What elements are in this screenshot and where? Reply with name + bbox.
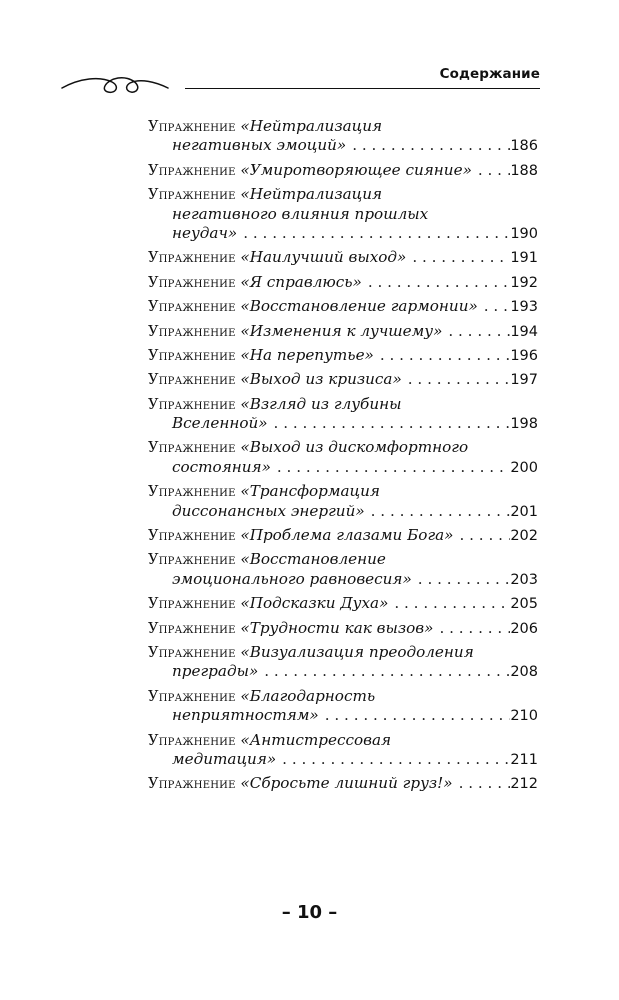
flourish-ornament-icon — [60, 72, 170, 96]
exercise-title: «На перепутье» — [240, 345, 374, 364]
toc-entry-text — [148, 731, 391, 749]
toc-entry[interactable] — [148, 297, 538, 316]
dot-leader — [268, 414, 511, 433]
toc-entry-text — [148, 619, 433, 638]
dot-leader — [319, 706, 511, 725]
toc-entry-text: негативного влияния прошлых — [172, 204, 429, 223]
dot-leader — [258, 662, 510, 681]
toc-entry-text: диссонансных энергий» — [172, 501, 365, 520]
toc-entry-text: Вселенной» — [172, 414, 268, 433]
toc-entry[interactable] — [148, 594, 538, 613]
toc-entry[interactable] — [148, 438, 538, 477]
toc-entry-line — [148, 619, 538, 638]
toc-entry-text — [148, 248, 406, 267]
exercise-keyword: Упражнение — [148, 298, 241, 316]
header-title: Содержание — [439, 66, 540, 82]
exercise-keyword: Упражнение — [148, 595, 241, 613]
exercise-keyword: Упражнение — [148, 619, 241, 637]
toc-entry-text — [148, 438, 468, 456]
toc-page-number: 197 — [510, 372, 538, 389]
toc-entry[interactable] — [148, 117, 538, 156]
toc-entry-text — [148, 117, 382, 135]
toc-entry[interactable] — [148, 161, 538, 180]
toc-entry[interactable] — [148, 248, 538, 267]
toc-entry[interactable] — [148, 550, 538, 589]
toc-entry-text: эмоционального равновесия» — [172, 569, 412, 588]
exercise-keyword: Упражнение — [148, 273, 241, 291]
dot-leader — [472, 161, 510, 180]
toc-entry[interactable] — [148, 643, 538, 682]
toc-entry-line — [148, 297, 538, 316]
exercise-title: «Подсказки Духа» — [240, 594, 389, 613]
toc-entry-line — [148, 662, 538, 681]
exercise-keyword: Упражнение — [148, 395, 241, 413]
toc-entry[interactable] — [148, 322, 538, 341]
toc-entry-line — [148, 370, 538, 389]
dot-leader — [478, 297, 511, 316]
toc-entry-text: медитация» — [172, 749, 277, 768]
exercise-keyword: Упражнение — [148, 775, 241, 793]
exercise-title: «Благодарность — [240, 686, 376, 705]
toc-entry[interactable] — [148, 526, 538, 545]
exercise-keyword: Упражнение — [148, 551, 241, 569]
toc-entry-text — [148, 643, 474, 661]
exercise-title: «Визуализация преодоления — [240, 642, 474, 661]
exercise-title: «Антистрессовая — [240, 730, 392, 749]
toc-entry-line — [148, 594, 538, 613]
exercise-title: «Выход из дискомфортного — [240, 438, 469, 457]
toc-entry[interactable] — [148, 619, 538, 638]
toc-page-number: 206 — [510, 620, 538, 637]
dot-leader — [365, 502, 511, 521]
toc-entry-text: неудач» — [172, 223, 238, 242]
toc-entry-line — [148, 395, 538, 414]
toc-page-number: 188 — [510, 162, 538, 179]
toc-entry-line — [148, 643, 538, 662]
exercise-title: «Я справлюсь» — [240, 272, 362, 291]
toc-page-number: 194 — [510, 323, 538, 340]
toc-page-number: 192 — [510, 274, 538, 291]
toc-entry-text — [148, 370, 402, 389]
toc-entry-line — [148, 185, 538, 204]
exercise-title: «Нейтрализация — [240, 185, 383, 204]
toc-entry[interactable] — [148, 273, 538, 292]
toc-entry-line — [148, 731, 538, 750]
table-of-contents — [148, 117, 538, 799]
exercise-keyword: Упражнение — [148, 249, 241, 267]
toc-entry-line — [148, 550, 538, 569]
toc-page-number: 190 — [510, 225, 538, 242]
toc-entry-line — [148, 570, 538, 589]
exercise-title: «Трансформация — [240, 482, 380, 501]
toc-page-number: 198 — [510, 416, 538, 433]
exercise-title: «Выход из кризиса» — [240, 370, 402, 389]
toc-entry[interactable] — [148, 395, 538, 434]
toc-entry-text — [148, 322, 442, 341]
dot-leader — [374, 346, 510, 365]
toc-page-number: 212 — [510, 776, 538, 793]
toc-entry-line — [148, 687, 538, 706]
toc-entry[interactable] — [148, 185, 538, 243]
header-rule — [185, 88, 540, 89]
dot-leader — [453, 774, 511, 793]
toc-entry-line — [148, 502, 538, 521]
toc-entry-text — [148, 550, 386, 568]
exercise-keyword: Упражнение — [148, 483, 241, 501]
dot-leader — [453, 526, 510, 545]
toc-entry-text — [148, 687, 375, 705]
toc-entry-line — [148, 750, 538, 769]
toc-entry[interactable] — [148, 482, 538, 521]
exercise-keyword: Упражнение — [148, 731, 241, 749]
dot-leader — [271, 458, 510, 477]
page-number: – 10 – — [281, 902, 338, 923]
toc-entry-text — [148, 482, 380, 500]
dot-leader — [237, 224, 510, 243]
toc-page-number: 191 — [510, 250, 538, 267]
toc-entry-line — [148, 706, 538, 725]
exercise-title: «Проблема глазами Бога» — [240, 526, 454, 545]
exercise-title: «Нейтрализация — [240, 117, 383, 135]
exercise-title: «Наилучший выход» — [240, 248, 407, 267]
toc-entry-text: негативных эмоций» — [172, 136, 347, 155]
toc-entry-line — [148, 482, 538, 501]
toc-entry-text — [148, 185, 382, 203]
toc-entry-text — [148, 594, 388, 613]
dot-leader — [406, 248, 510, 267]
running-header — [60, 66, 540, 96]
exercise-keyword: Упражнение — [148, 161, 241, 179]
toc-entry[interactable] — [148, 346, 538, 365]
toc-entry-line — [148, 273, 538, 292]
toc-entry[interactable] — [148, 687, 538, 726]
toc-page-number: 201 — [510, 503, 538, 520]
dot-leader — [433, 619, 510, 638]
toc-page-number: 193 — [510, 299, 538, 316]
toc-entry-text — [148, 161, 472, 180]
dot-leader — [362, 273, 511, 292]
exercise-keyword: Упражнение — [148, 439, 241, 457]
exercise-keyword: Упражнение — [148, 371, 241, 389]
exercise-keyword: Упражнение — [148, 322, 241, 340]
toc-entry[interactable] — [148, 370, 538, 389]
exercise-title: «Умиротворяющее сияние» — [240, 160, 472, 179]
dot-leader — [346, 136, 510, 155]
toc-page-number: 202 — [510, 528, 538, 545]
toc-entry[interactable] — [148, 731, 538, 770]
exercise-title: «Восстановление гармонии» — [240, 297, 478, 316]
exercise-keyword: Упражнение — [148, 118, 241, 135]
toc-entry-line — [148, 438, 538, 457]
toc-entry-text — [148, 273, 362, 292]
exercise-keyword: Упражнение — [148, 643, 241, 661]
exercise-title: «Восстановление — [240, 550, 386, 569]
toc-entry-text: неприятностям» — [172, 706, 319, 725]
toc-page-number: 208 — [510, 664, 538, 681]
toc-entry-line — [148, 136, 538, 155]
toc-page-number: 205 — [510, 596, 538, 613]
exercise-keyword: Упражнение — [148, 186, 241, 204]
dot-leader — [412, 570, 511, 589]
toc-entry-line — [148, 414, 538, 433]
toc-entry-text — [148, 526, 453, 545]
toc-entry-text: состояния» — [172, 457, 271, 476]
exercise-title: «Взгляд из глубины — [240, 394, 402, 413]
toc-entry-line — [148, 346, 538, 365]
exercise-keyword: Упражнение — [148, 687, 241, 705]
dot-leader — [388, 594, 510, 613]
toc-entry-line — [148, 205, 538, 224]
toc-entry-line — [148, 774, 538, 793]
toc-entry-line — [148, 117, 538, 136]
exercise-title: «Изменения к лучшему» — [240, 321, 443, 340]
exercise-title: «Трудности как вызов» — [240, 618, 434, 637]
toc-page-number: 186 — [510, 138, 538, 155]
toc-entry-line — [148, 322, 538, 341]
toc-entry-line — [148, 161, 538, 180]
toc-entry-line — [148, 458, 538, 477]
toc-page-number: 210 — [510, 708, 538, 725]
exercise-keyword: Упражнение — [148, 346, 241, 364]
dot-leader — [276, 750, 510, 769]
toc-page-number: 200 — [510, 459, 538, 476]
dot-leader — [402, 370, 511, 389]
toc-entry-text — [148, 346, 374, 365]
toc-page-number: 196 — [510, 347, 538, 364]
toc-entry-line — [148, 526, 538, 545]
toc-page-number: 211 — [510, 751, 538, 768]
toc-entry-text: преграды» — [172, 662, 259, 681]
toc-entry-line — [148, 224, 538, 243]
toc-entry-line — [148, 248, 538, 267]
toc-entry[interactable] — [148, 774, 538, 793]
toc-entry-text — [148, 395, 401, 413]
exercise-keyword: Упражнение — [148, 527, 241, 545]
exercise-title: «Сбросьте лишний груз!» — [240, 774, 453, 793]
dot-leader — [442, 322, 510, 341]
toc-page-number: 203 — [510, 571, 538, 588]
toc-entry-text — [148, 297, 478, 316]
toc-entry-text — [148, 774, 453, 793]
